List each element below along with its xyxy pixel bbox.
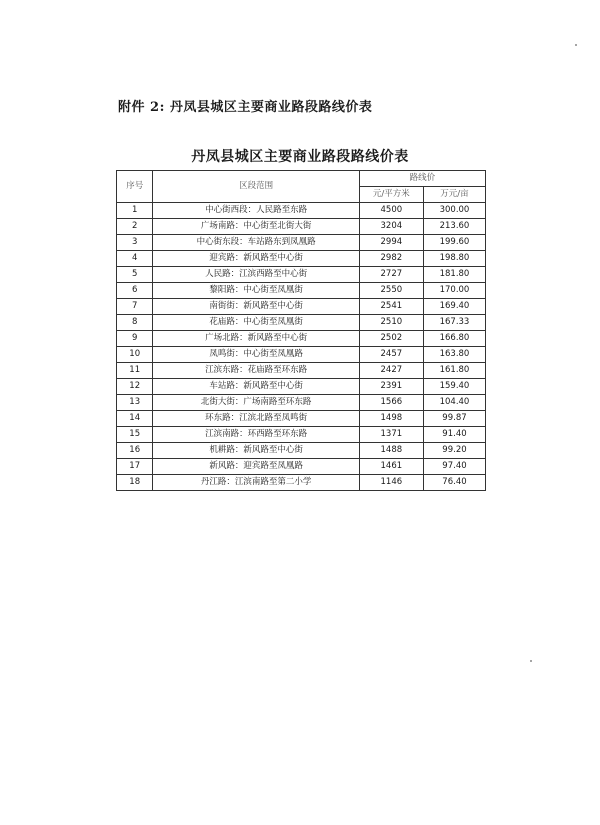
cell-range: 广场北路：新风路至中心街 — [153, 331, 359, 347]
table-row — [117, 379, 486, 395]
cell-range: 广场南路：中心街至北街大街 — [153, 219, 359, 235]
cell-price-sqm: 2457 — [359, 347, 423, 363]
cell-price-sqm: 3204 — [359, 219, 423, 235]
cell-no: 17 — [117, 459, 153, 475]
cell-price-mu: 213.60 — [423, 219, 485, 235]
cell-price-sqm: 2427 — [359, 363, 423, 379]
cell-price-mu: 76.40 — [423, 475, 485, 491]
table-row — [117, 443, 486, 459]
cell-price-sqm: 2994 — [359, 235, 423, 251]
table-title: 丹凤县城区主要商业路段路线价表 — [191, 149, 409, 165]
attachment-title: 附件 2: 丹凤县城区主要商业路段路线价表 — [118, 100, 373, 115]
cell-price-sqm: 1566 — [359, 395, 423, 411]
scan-speck — [575, 44, 577, 46]
cell-no: 15 — [117, 427, 153, 443]
table-row — [117, 315, 486, 331]
cell-range: 黎阳路：中心街至凤凰街 — [153, 283, 359, 299]
cell-no: 16 — [117, 443, 153, 459]
header-price-group: 路线价 — [359, 171, 485, 187]
cell-no: 18 — [117, 475, 153, 491]
cell-price-mu: 99.87 — [423, 411, 485, 427]
cell-price-mu: 167.33 — [423, 315, 485, 331]
table-row — [117, 395, 486, 411]
cell-range: 江滨东路：花庙路至环东路 — [153, 363, 359, 379]
cell-price-mu: 170.00 — [423, 283, 485, 299]
table-row — [117, 331, 486, 347]
cell-price-sqm: 2727 — [359, 267, 423, 283]
cell-price-mu: 91.40 — [423, 427, 485, 443]
cell-range: 人民路：江滨西路至中心街 — [153, 267, 359, 283]
table-row — [117, 347, 486, 363]
cell-range: 花庙路：中心街至凤凰街 — [153, 315, 359, 331]
cell-price-sqm: 2550 — [359, 283, 423, 299]
price-table — [116, 170, 486, 491]
cell-price-sqm: 4500 — [359, 203, 423, 219]
cell-price-mu: 169.40 — [423, 299, 485, 315]
table-row — [117, 363, 486, 379]
cell-price-sqm: 1488 — [359, 443, 423, 459]
cell-price-mu: 161.80 — [423, 363, 485, 379]
cell-price-sqm: 2982 — [359, 251, 423, 267]
cell-price-sqm: 2502 — [359, 331, 423, 347]
table-row — [117, 299, 486, 315]
table-row — [117, 411, 486, 427]
header-unit-wan-per-mu: 万元/亩 — [423, 187, 485, 203]
table-row — [117, 267, 486, 283]
cell-price-sqm: 1498 — [359, 411, 423, 427]
cell-no: 14 — [117, 411, 153, 427]
cell-price-mu: 159.40 — [423, 379, 485, 395]
cell-no: 5 — [117, 267, 153, 283]
cell-no: 6 — [117, 283, 153, 299]
cell-price-sqm: 1146 — [359, 475, 423, 491]
table-row — [117, 459, 486, 475]
cell-price-mu: 104.40 — [423, 395, 485, 411]
cell-no: 3 — [117, 235, 153, 251]
table-row — [117, 235, 486, 251]
table-row — [117, 203, 486, 219]
cell-price-sqm: 1371 — [359, 427, 423, 443]
cell-range: 中心街西段：人民路至东路 — [153, 203, 359, 219]
cell-no: 2 — [117, 219, 153, 235]
cell-price-mu: 199.60 — [423, 235, 485, 251]
table-row — [117, 283, 486, 299]
cell-price-mu: 163.80 — [423, 347, 485, 363]
cell-range: 机耕路：新风路至中心街 — [153, 443, 359, 459]
cell-price-mu: 99.20 — [423, 443, 485, 459]
cell-price-sqm: 1461 — [359, 459, 423, 475]
cell-range: 迎宾路：新风路至中心街 — [153, 251, 359, 267]
header-no: 序号 — [117, 171, 153, 203]
cell-range: 车站路：新风路至中心街 — [153, 379, 359, 395]
cell-range: 南街街：新风路至中心街 — [153, 299, 359, 315]
cell-range: 丹江路：江滨南路至第二小学 — [153, 475, 359, 491]
header-unit-yuan-per-sqm: 元/平方米 — [359, 187, 423, 203]
cell-no: 1 — [117, 203, 153, 219]
cell-price-sqm: 2391 — [359, 379, 423, 395]
cell-price-sqm: 2541 — [359, 299, 423, 315]
cell-price-mu: 166.80 — [423, 331, 485, 347]
cell-no: 9 — [117, 331, 153, 347]
cell-range: 江滨南路：环西路至环东路 — [153, 427, 359, 443]
cell-price-mu: 181.80 — [423, 267, 485, 283]
scan-speck — [530, 660, 532, 662]
table-row — [117, 219, 486, 235]
cell-no: 13 — [117, 395, 153, 411]
table-row — [117, 475, 486, 491]
cell-no: 7 — [117, 299, 153, 315]
cell-price-sqm: 2510 — [359, 315, 423, 331]
table-row — [117, 427, 486, 443]
cell-no: 12 — [117, 379, 153, 395]
cell-range: 北街大街：广场南路至环东路 — [153, 395, 359, 411]
cell-price-mu: 198.80 — [423, 251, 485, 267]
cell-range: 环东路：江滨北路至凤鸣街 — [153, 411, 359, 427]
cell-price-mu: 97.40 — [423, 459, 485, 475]
cell-range: 新风路：迎宾路至凤凰路 — [153, 459, 359, 475]
cell-price-mu: 300.00 — [423, 203, 485, 219]
table-row — [117, 251, 486, 267]
cell-no: 4 — [117, 251, 153, 267]
cell-no: 11 — [117, 363, 153, 379]
cell-range: 凤鸣街：中心街至凤凰路 — [153, 347, 359, 363]
cell-range: 中心街东段：车站路东到凤凰路 — [153, 235, 359, 251]
cell-no: 10 — [117, 347, 153, 363]
cell-no: 8 — [117, 315, 153, 331]
header-range: 区段范围 — [153, 171, 359, 203]
table-body — [117, 203, 486, 491]
